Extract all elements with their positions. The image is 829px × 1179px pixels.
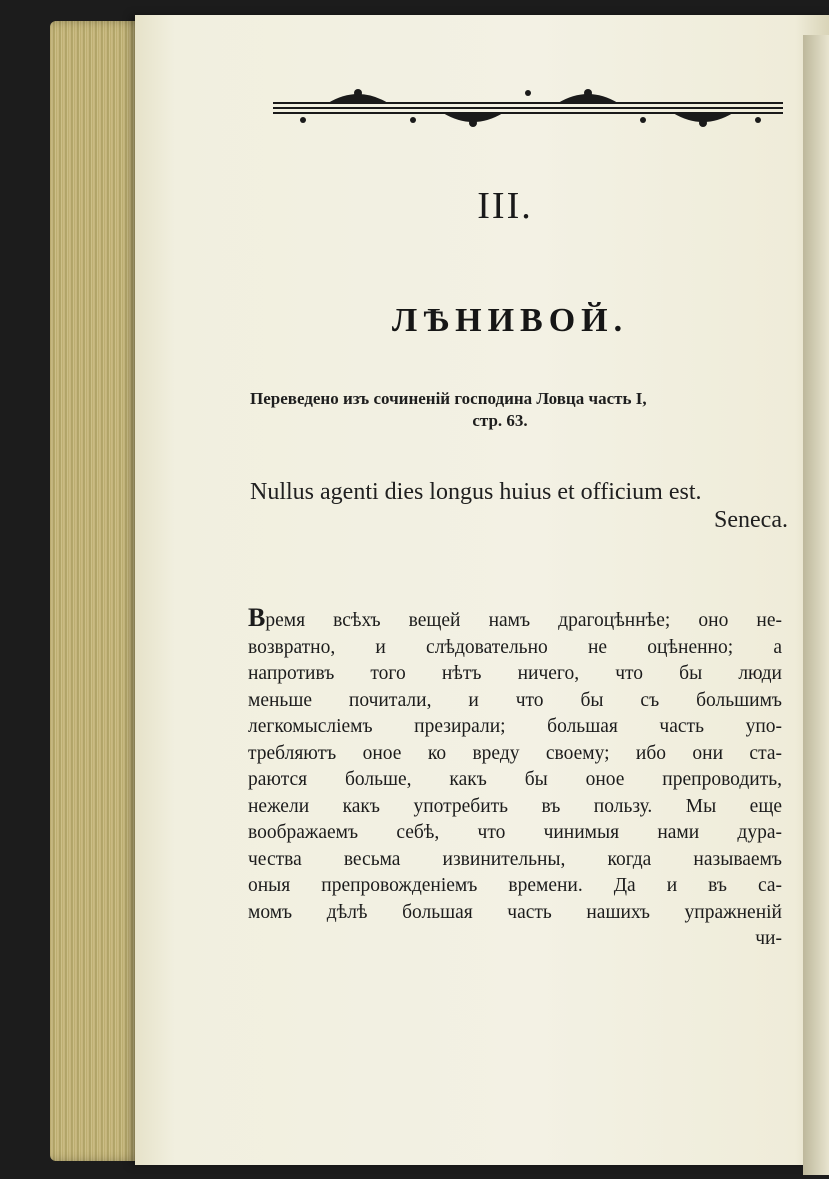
body-line: нежели какъ употребить въ пользу. Мы еще bbox=[248, 795, 782, 817]
catchword: чи- bbox=[755, 928, 782, 949]
body-line: момъ дѣлѣ большая часть нашихъ упражненій bbox=[248, 901, 782, 923]
epigraph-author: Seneca. bbox=[714, 507, 788, 533]
body-text bbox=[248, 605, 782, 953]
chapter-title: ЛѢНИВОЙ. bbox=[391, 302, 629, 339]
body-line: Время всѣхъ вещей намъ драгоцѣннѣе; оно не- bbox=[248, 603, 782, 632]
body-line: оныя препровожденіемъ времени. Да и въ са- bbox=[248, 875, 782, 896]
chapter-number: III. bbox=[477, 185, 533, 227]
body-line: воображаемъ себѣ, что чинимыя нами дура- bbox=[248, 822, 782, 843]
dropcap: В bbox=[248, 603, 266, 632]
subtitle-line-1: Переведено изъ сочиненій господина Ловца часть I, bbox=[250, 389, 647, 408]
body-line: меньше почитали, и что бы съ большимъ bbox=[248, 689, 782, 711]
facing-page-edge bbox=[803, 35, 829, 1175]
body-line: чества весьма извинительны, когда называемъ bbox=[248, 848, 782, 870]
epigraph-text: Nullus agenti dies longus huius et officium est. bbox=[250, 479, 702, 505]
body-line: возвратно, и слѣдовательно не оцѣненно; а bbox=[248, 636, 782, 658]
subtitle-line-2: стр. 63. bbox=[472, 411, 528, 430]
body-line: напротивъ того нѣтъ ничего, что бы люди bbox=[248, 663, 782, 684]
decorative-header-ornament bbox=[273, 85, 783, 130]
epigraph bbox=[250, 478, 790, 534]
body-line: раются больше, какъ бы оное препроводить, bbox=[248, 769, 782, 790]
subtitle bbox=[250, 388, 790, 432]
body-line: требляютъ оное ко вреду своему; ибо они ста- bbox=[248, 742, 782, 764]
body-line: легкомысліемъ презирали; большая часть упо- bbox=[248, 716, 782, 737]
